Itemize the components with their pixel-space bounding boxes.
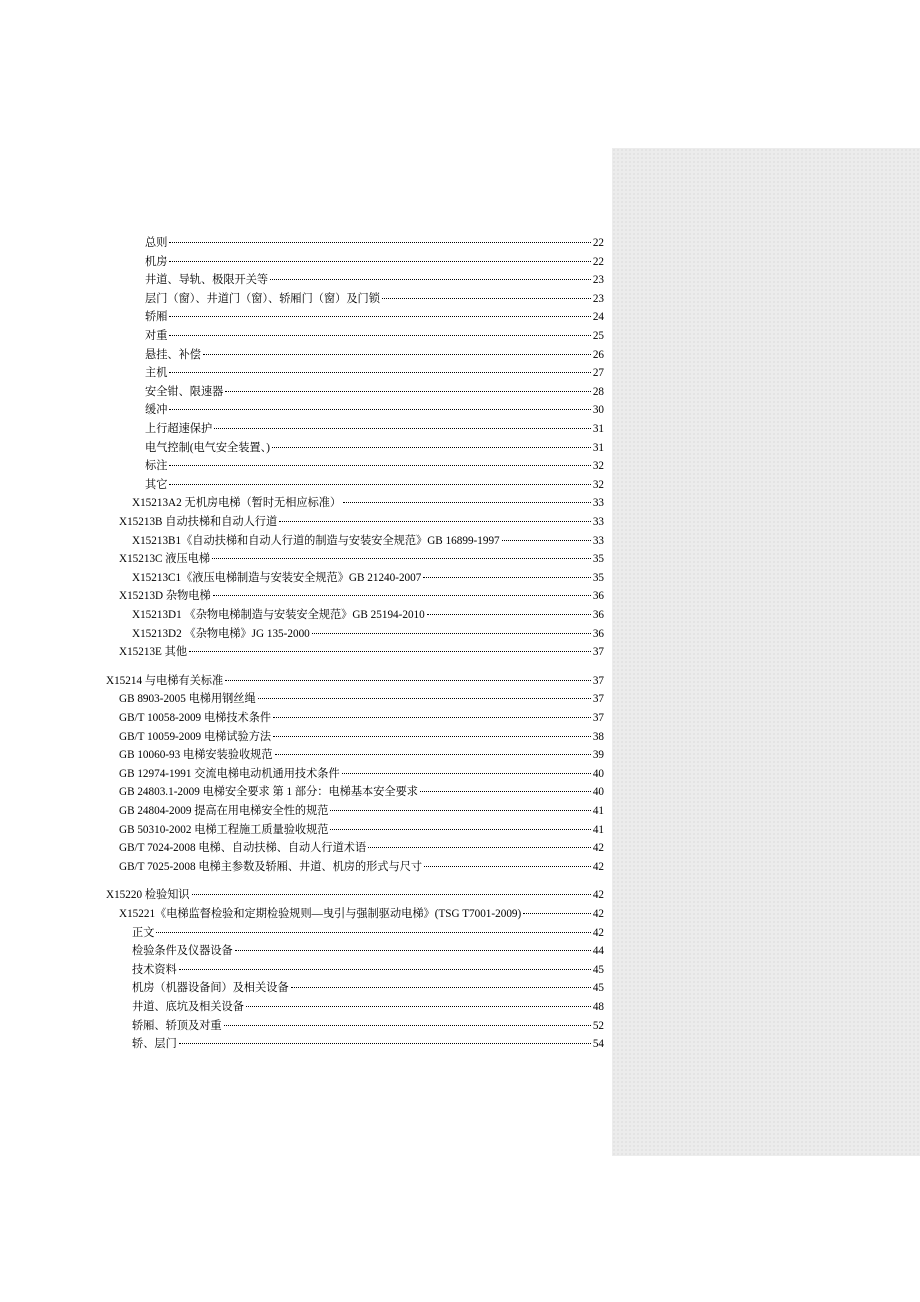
dot-leader bbox=[224, 1024, 591, 1026]
toc-entry-page: 28 bbox=[592, 385, 604, 398]
dot-leader bbox=[169, 464, 590, 466]
toc-entry[interactable] bbox=[145, 420, 604, 438]
dot-leader bbox=[368, 846, 591, 848]
toc-entry-page: 45 bbox=[592, 963, 604, 976]
dot-leader bbox=[169, 241, 590, 243]
toc-entry[interactable] bbox=[132, 494, 604, 512]
dot-leader bbox=[169, 315, 590, 317]
toc-entry-title: X15221《电梯监督检验和定期检验规则—曳引与强制驱动电梯》(TSG T7001-2009) bbox=[119, 908, 522, 920]
toc-entry-title: 井道、底坑及相关设备 bbox=[132, 1001, 244, 1013]
dot-leader bbox=[258, 697, 591, 699]
toc-entry-page: 23 bbox=[592, 274, 604, 287]
toc-entry-page: 36 bbox=[592, 590, 604, 603]
toc-entry[interactable] bbox=[119, 802, 604, 820]
toc-entry-title: 轿厢、轿顶及对重 bbox=[132, 1019, 222, 1032]
dot-leader bbox=[279, 520, 591, 522]
toc-entry[interactable] bbox=[145, 457, 604, 475]
toc-entry-title: 电气控制(电气安全装置、) bbox=[145, 441, 270, 454]
toc-entry-page: 31 bbox=[592, 423, 604, 435]
toc-entry-page: 35 bbox=[592, 571, 604, 584]
toc-entry-page: 42 bbox=[592, 926, 604, 939]
toc-entry-page: 52 bbox=[592, 1019, 604, 1032]
toc-entry-page: 36 bbox=[592, 627, 604, 640]
toc-entry-title: X15214 与电梯有关标准 bbox=[106, 674, 224, 687]
toc-entry[interactable] bbox=[119, 643, 604, 661]
dot-leader bbox=[192, 893, 591, 895]
toc-entry[interactable] bbox=[132, 942, 604, 960]
toc-entry-title: X15213D1 《杂物电梯制造与安装安全规范》GB 25194-2010 bbox=[132, 609, 425, 621]
toc-entry-title: X15213C 液压电梯 bbox=[119, 553, 211, 566]
toc-entry[interactable] bbox=[119, 783, 604, 801]
toc-entry-page: 40 bbox=[592, 767, 604, 780]
toc-entry-title: 缓冲 bbox=[145, 404, 168, 417]
toc-entry-page: 44 bbox=[592, 945, 604, 958]
toc-entry-page: 45 bbox=[592, 982, 604, 995]
toc-entry[interactable] bbox=[119, 905, 604, 923]
dot-leader bbox=[272, 446, 591, 448]
toc-entry-page: 27 bbox=[592, 367, 604, 380]
toc-entry-page: 41 bbox=[592, 805, 604, 817]
dot-leader bbox=[212, 557, 591, 559]
dot-leader bbox=[273, 716, 591, 718]
toc-entry[interactable] bbox=[119, 839, 604, 857]
toc-entry[interactable] bbox=[132, 625, 604, 643]
toc-entry-page: 24 bbox=[592, 311, 604, 324]
toc-entry-title: 总则 bbox=[145, 237, 168, 249]
toc-entry[interactable] bbox=[145, 364, 604, 382]
toc-entry-title: GB 50310-2002 电梯工程施工质量验收规范 bbox=[119, 823, 329, 836]
dot-leader bbox=[330, 828, 590, 830]
toc-entry[interactable] bbox=[145, 234, 604, 252]
dot-leader bbox=[169, 371, 590, 373]
toc-entry[interactable] bbox=[145, 253, 604, 271]
toc-entry-page: 23 bbox=[592, 292, 604, 305]
toc-entry-title: X15213E 其他 bbox=[119, 646, 188, 659]
toc-entry-page: 42 bbox=[592, 860, 604, 873]
toc-entry-title: 轿、层门 bbox=[132, 1038, 177, 1051]
toc-entry-page: 42 bbox=[592, 908, 604, 920]
toc-entry-title: 技术资料 bbox=[132, 963, 177, 976]
toc-entry-title: X15213D2 《杂物电梯》JG 135-2000 bbox=[132, 627, 310, 640]
toc-entry-page: 54 bbox=[592, 1038, 604, 1051]
toc-entry-title: GB/T 10058-2009 电梯技术条件 bbox=[119, 712, 272, 724]
toc-entry-title: 正文 bbox=[132, 926, 155, 939]
dot-leader bbox=[213, 594, 591, 596]
toc-entry-title: 悬挂、补偿 bbox=[145, 348, 201, 361]
toc-entry-page: 22 bbox=[592, 237, 604, 249]
toc-entry-title: 机房（机器设备间）及相关设备 bbox=[132, 982, 289, 995]
toc-entry-title: GB 24804-2009 提高在用电梯安全性的规范 bbox=[119, 805, 329, 817]
toc-entry[interactable] bbox=[119, 821, 604, 839]
toc-entry-page: 32 bbox=[592, 478, 604, 491]
toc-entry[interactable] bbox=[145, 308, 604, 326]
dot-leader bbox=[169, 260, 590, 262]
dot-leader bbox=[246, 1005, 591, 1007]
toc-entry[interactable] bbox=[145, 476, 604, 494]
dot-leader bbox=[312, 632, 591, 634]
toc-entry-page: 37 bbox=[592, 646, 604, 659]
toc-entry-title: 主机 bbox=[145, 367, 168, 380]
toc-entry-page: 33 bbox=[592, 516, 604, 528]
dot-leader bbox=[156, 931, 590, 933]
toc-entry[interactable] bbox=[119, 728, 604, 746]
dot-leader bbox=[189, 650, 591, 652]
dot-leader bbox=[424, 865, 591, 867]
toc-entry-page: 33 bbox=[592, 534, 604, 547]
toc-entry-title: GB 24803.1-2009 电梯安全要求 第 1 部分：电梯基本安全要求 bbox=[119, 786, 418, 799]
toc-entry-page: 37 bbox=[592, 712, 604, 724]
toc-entry-page: 42 bbox=[592, 889, 604, 902]
toc-entry[interactable] bbox=[132, 924, 604, 942]
toc-entry[interactable] bbox=[132, 979, 604, 997]
toc-entry[interactable] bbox=[106, 672, 604, 690]
toc-entry-title: GB 12974-1991 交流电梯电动机通用技术条件 bbox=[119, 767, 340, 780]
toc-entry[interactable] bbox=[132, 1035, 604, 1053]
toc-entry[interactable] bbox=[132, 569, 604, 587]
toc-entry[interactable] bbox=[119, 709, 604, 727]
dot-leader bbox=[275, 753, 591, 755]
dot-leader bbox=[382, 297, 591, 299]
toc-entry-title: X15213D 杂物电梯 bbox=[119, 590, 211, 603]
dot-leader bbox=[179, 1042, 591, 1044]
toc-entry-title: GB/T 10059-2009 电梯试验方法 bbox=[119, 730, 272, 743]
toc-entry-title: GB/T 7024-2008 电梯、自动扶梯、自动人行道术语 bbox=[119, 842, 367, 855]
toc-entry-title: 机房 bbox=[145, 255, 168, 268]
toc-entry-title: 检验条件及仪器设备 bbox=[132, 945, 233, 958]
toc-entry-page: 42 bbox=[592, 842, 604, 855]
toc-entry-page: 36 bbox=[592, 609, 604, 621]
dot-leader bbox=[169, 408, 590, 410]
dot-leader bbox=[343, 501, 591, 503]
toc-entry[interactable] bbox=[132, 961, 604, 979]
toc-entry[interactable] bbox=[145, 383, 604, 401]
dot-leader bbox=[214, 427, 591, 429]
dot-leader bbox=[291, 986, 591, 988]
toc-entry[interactable] bbox=[145, 290, 604, 308]
toc-entry-title: 轿厢 bbox=[145, 311, 168, 324]
dot-leader bbox=[342, 772, 591, 774]
toc-entry-page: 33 bbox=[592, 497, 604, 510]
toc-entry[interactable] bbox=[119, 513, 604, 531]
toc-entry-title: X15220 检验知识 bbox=[106, 889, 190, 902]
dot-leader bbox=[169, 334, 590, 336]
dot-leader bbox=[225, 390, 590, 392]
dot-leader bbox=[330, 809, 590, 811]
toc-entry-page: 26 bbox=[592, 348, 604, 361]
toc-entry[interactable] bbox=[132, 1017, 604, 1035]
toc-entry-title: 层门（窗）、井道门（窗）、轿厢门（窗）及门锁 bbox=[145, 292, 380, 305]
toc-entry-title: X15213B1《自动扶梯和自动人行道的制造与安装安全规范》GB 16899-1997 bbox=[132, 534, 500, 547]
dot-leader bbox=[169, 483, 590, 485]
toc-entry[interactable] bbox=[119, 858, 604, 876]
toc-entry-page: 31 bbox=[592, 441, 604, 454]
toc-entry[interactable] bbox=[119, 550, 604, 568]
toc-entry-title: X15213A2 无机房电梯（暂时无相应标准） bbox=[132, 497, 342, 510]
toc-entry-title: 对重 bbox=[145, 330, 168, 342]
toc-entry[interactable] bbox=[119, 746, 604, 764]
dot-leader bbox=[423, 576, 590, 578]
toc-entry-page: 48 bbox=[592, 1001, 604, 1013]
toc-entry-page: 40 bbox=[592, 786, 604, 799]
dot-leader bbox=[523, 912, 591, 914]
toc-entry-title: 其它 bbox=[145, 478, 168, 491]
toc-entry-page: 22 bbox=[592, 255, 604, 268]
toc-entry-page: 37 bbox=[592, 693, 604, 706]
toc-entry[interactable] bbox=[145, 401, 604, 419]
toc-entry[interactable] bbox=[119, 690, 604, 708]
toc-entry-title: X15213C1《液压电梯制造与安装安全规范》GB 21240-2007 bbox=[132, 571, 422, 584]
toc-entry[interactable] bbox=[145, 327, 604, 345]
toc-entry-title: GB/T 7025-2008 电梯主参数及轿厢、井道、机房的形式与尺寸 bbox=[119, 860, 423, 873]
toc-entry[interactable] bbox=[145, 346, 604, 364]
toc-entry-title: 安全钳、限速器 bbox=[145, 385, 224, 398]
toc-entry-page: 41 bbox=[592, 823, 604, 836]
dot-leader bbox=[270, 278, 591, 280]
toc-entry[interactable] bbox=[132, 532, 604, 550]
toc-entry-page: 35 bbox=[592, 553, 604, 566]
dot-leader bbox=[427, 613, 591, 615]
toc-entry-page: 38 bbox=[592, 730, 604, 743]
toc-entry-title: X15213B 自动扶梯和自动人行道 bbox=[119, 516, 278, 528]
toc-entry[interactable] bbox=[119, 765, 604, 783]
side-panel bbox=[612, 148, 920, 1156]
dot-leader bbox=[273, 735, 591, 737]
toc-entry-page: 30 bbox=[592, 404, 604, 417]
toc-entry-page: 32 bbox=[592, 460, 604, 473]
toc-entry-page: 25 bbox=[592, 330, 604, 342]
dot-leader bbox=[420, 790, 591, 792]
toc-entry[interactable] bbox=[145, 271, 604, 289]
toc-entry-title: 标注 bbox=[145, 460, 168, 473]
toc-entry-page: 37 bbox=[592, 674, 604, 687]
toc-entry[interactable] bbox=[106, 886, 604, 904]
dot-leader bbox=[225, 679, 591, 681]
toc-entry-title: GB 8903-2005 电梯用钢丝绳 bbox=[119, 693, 256, 706]
toc-entry[interactable] bbox=[132, 998, 604, 1016]
toc-entry[interactable] bbox=[132, 606, 604, 624]
dot-leader bbox=[203, 353, 591, 355]
toc-entry[interactable] bbox=[119, 587, 604, 605]
toc-entry[interactable] bbox=[145, 439, 604, 457]
dot-leader bbox=[179, 968, 591, 970]
toc-entry-page: 39 bbox=[592, 749, 604, 762]
dot-leader bbox=[235, 949, 591, 951]
dot-leader bbox=[502, 539, 591, 541]
toc-entry-title: 井道、导轨、极限开关等 bbox=[145, 274, 269, 287]
toc-entry-title: 上行超速保护 bbox=[145, 423, 213, 435]
toc-entry-title: GB 10060-93 电梯安装验收规范 bbox=[119, 749, 273, 762]
